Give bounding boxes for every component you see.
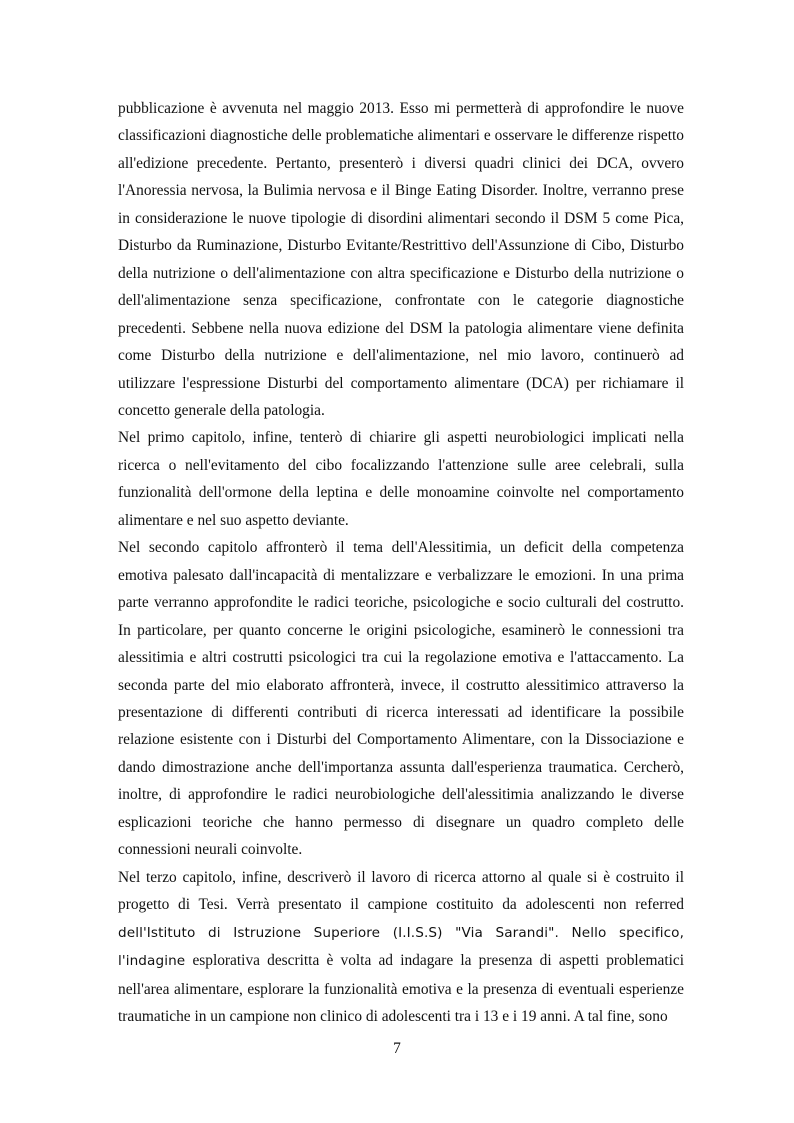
paragraph-second-chapter: Nel secondo capitolo affronterò il tema dell'Alessitimia, un deficit della competenza emotiva palesato dall'incapacità di mentalizzare e verbalizzare le emozioni. In una prima parte verranno approfondite le radici teoriche, psicologiche e socio culturali del costrutto. In particolare, per quanto concerne le origini psicologiche, esaminerò le connessioni tra alessitimia e altri costrutti psicologici tra cui la regolazione emotiva e l'attaccamento. La seconda parte del mio elaborato affronterà, invece, il costrutto alessitimico attraverso la presentazione di differenti contributi di ricerca interessati ad identificare la possibile relazione esistente con i Disturbi del Comportamento Alimentare, con la Dissociazione e dando dimostrazione anche dell'importanza assunta dall'esperienza traumatica. Cercherò, inoltre, di approfondire le radici neurobiologiche dell'alessitimia analizzando le diverse esplicazioni teoriche che hanno permesso di disegnare un quadro completo delle connessioni neurali coinvolte. xyxy=(118,539,684,859)
third-chapter-text-end: esplorativa descritta è volta ad indagare la presenza di aspetti problematici nell'area alimentare, esplorare la funzionalità emotiva e la presenza di eventuali esperienze traumatiche in un campione non clinico di adolescenti tra i 13 e i 19 anni. A tal fine, sono xyxy=(118,952,684,1025)
paragraph-third-chapter xyxy=(118,864,684,1031)
page-number: 7 xyxy=(393,1040,401,1057)
paragraph-dsm-classification: pubblicazione è avvenuta nel maggio 2013. Esso mi permetterà di approfondire le nuove classificazioni diagnostiche delle problematiche alimentari e osservare le differenze rispetto all'edizione precedente. Pertanto, presenterò i diversi quadri clinici dei DCA, ovvero l'Anoressia nervosa, la Bulimia nervosa e il Binge Eating Disorder. Inoltre, verranno prese in considerazione le nuove tipologie di disordini alimentari secondo il DSM 5 come Pica, Disturbo da Ruminazione, Disturbo Evitante/Restrittivo dell'Assunzione di Cibo, Disturbo della nutrizione o dell'alimentazione con altra specificazione e Disturbo della nutrizione o dell'alimentazione senza specificazione, confrontate con le categorie diagnostiche precedenti. Sebbene nella nuova edizione del DSM la patologia alimentare viene definita come Disturbo della nutrizione e dell'alimentazione, nel mio lavoro, continuerò ad utilizzare l'espressione Disturbi del comportamento alimentare (DCA) per richiamare il concetto generale della patologia. xyxy=(118,100,684,419)
page-body xyxy=(118,95,684,1030)
third-chapter-text-start: Nel terzo capitolo, infine, descriverò il lavoro di ricerca attorno al quale si è costruito il progetto di Tesi. Verrà presentato il campione costituito da adolescenti non referred xyxy=(118,868,684,914)
paragraph-first-chapter: Nel primo capitolo, infine, tenterò di chiarire gli aspetti neurobiologici implicati nella ricerca o nell'evitamento del cibo focalizzando l'attenzione sulle aree celebrali, sulla funzionalità dell'ormone della leptina e delle monoamine coinvolte nel comportamento alimentare e nel suo aspetto deviante. xyxy=(118,429,684,529)
institute-name-run: dell'Istituto di Istruzione Superiore (I.I.S.S) "Via Sarandi". Nello specifico, l'indagine xyxy=(118,924,684,970)
